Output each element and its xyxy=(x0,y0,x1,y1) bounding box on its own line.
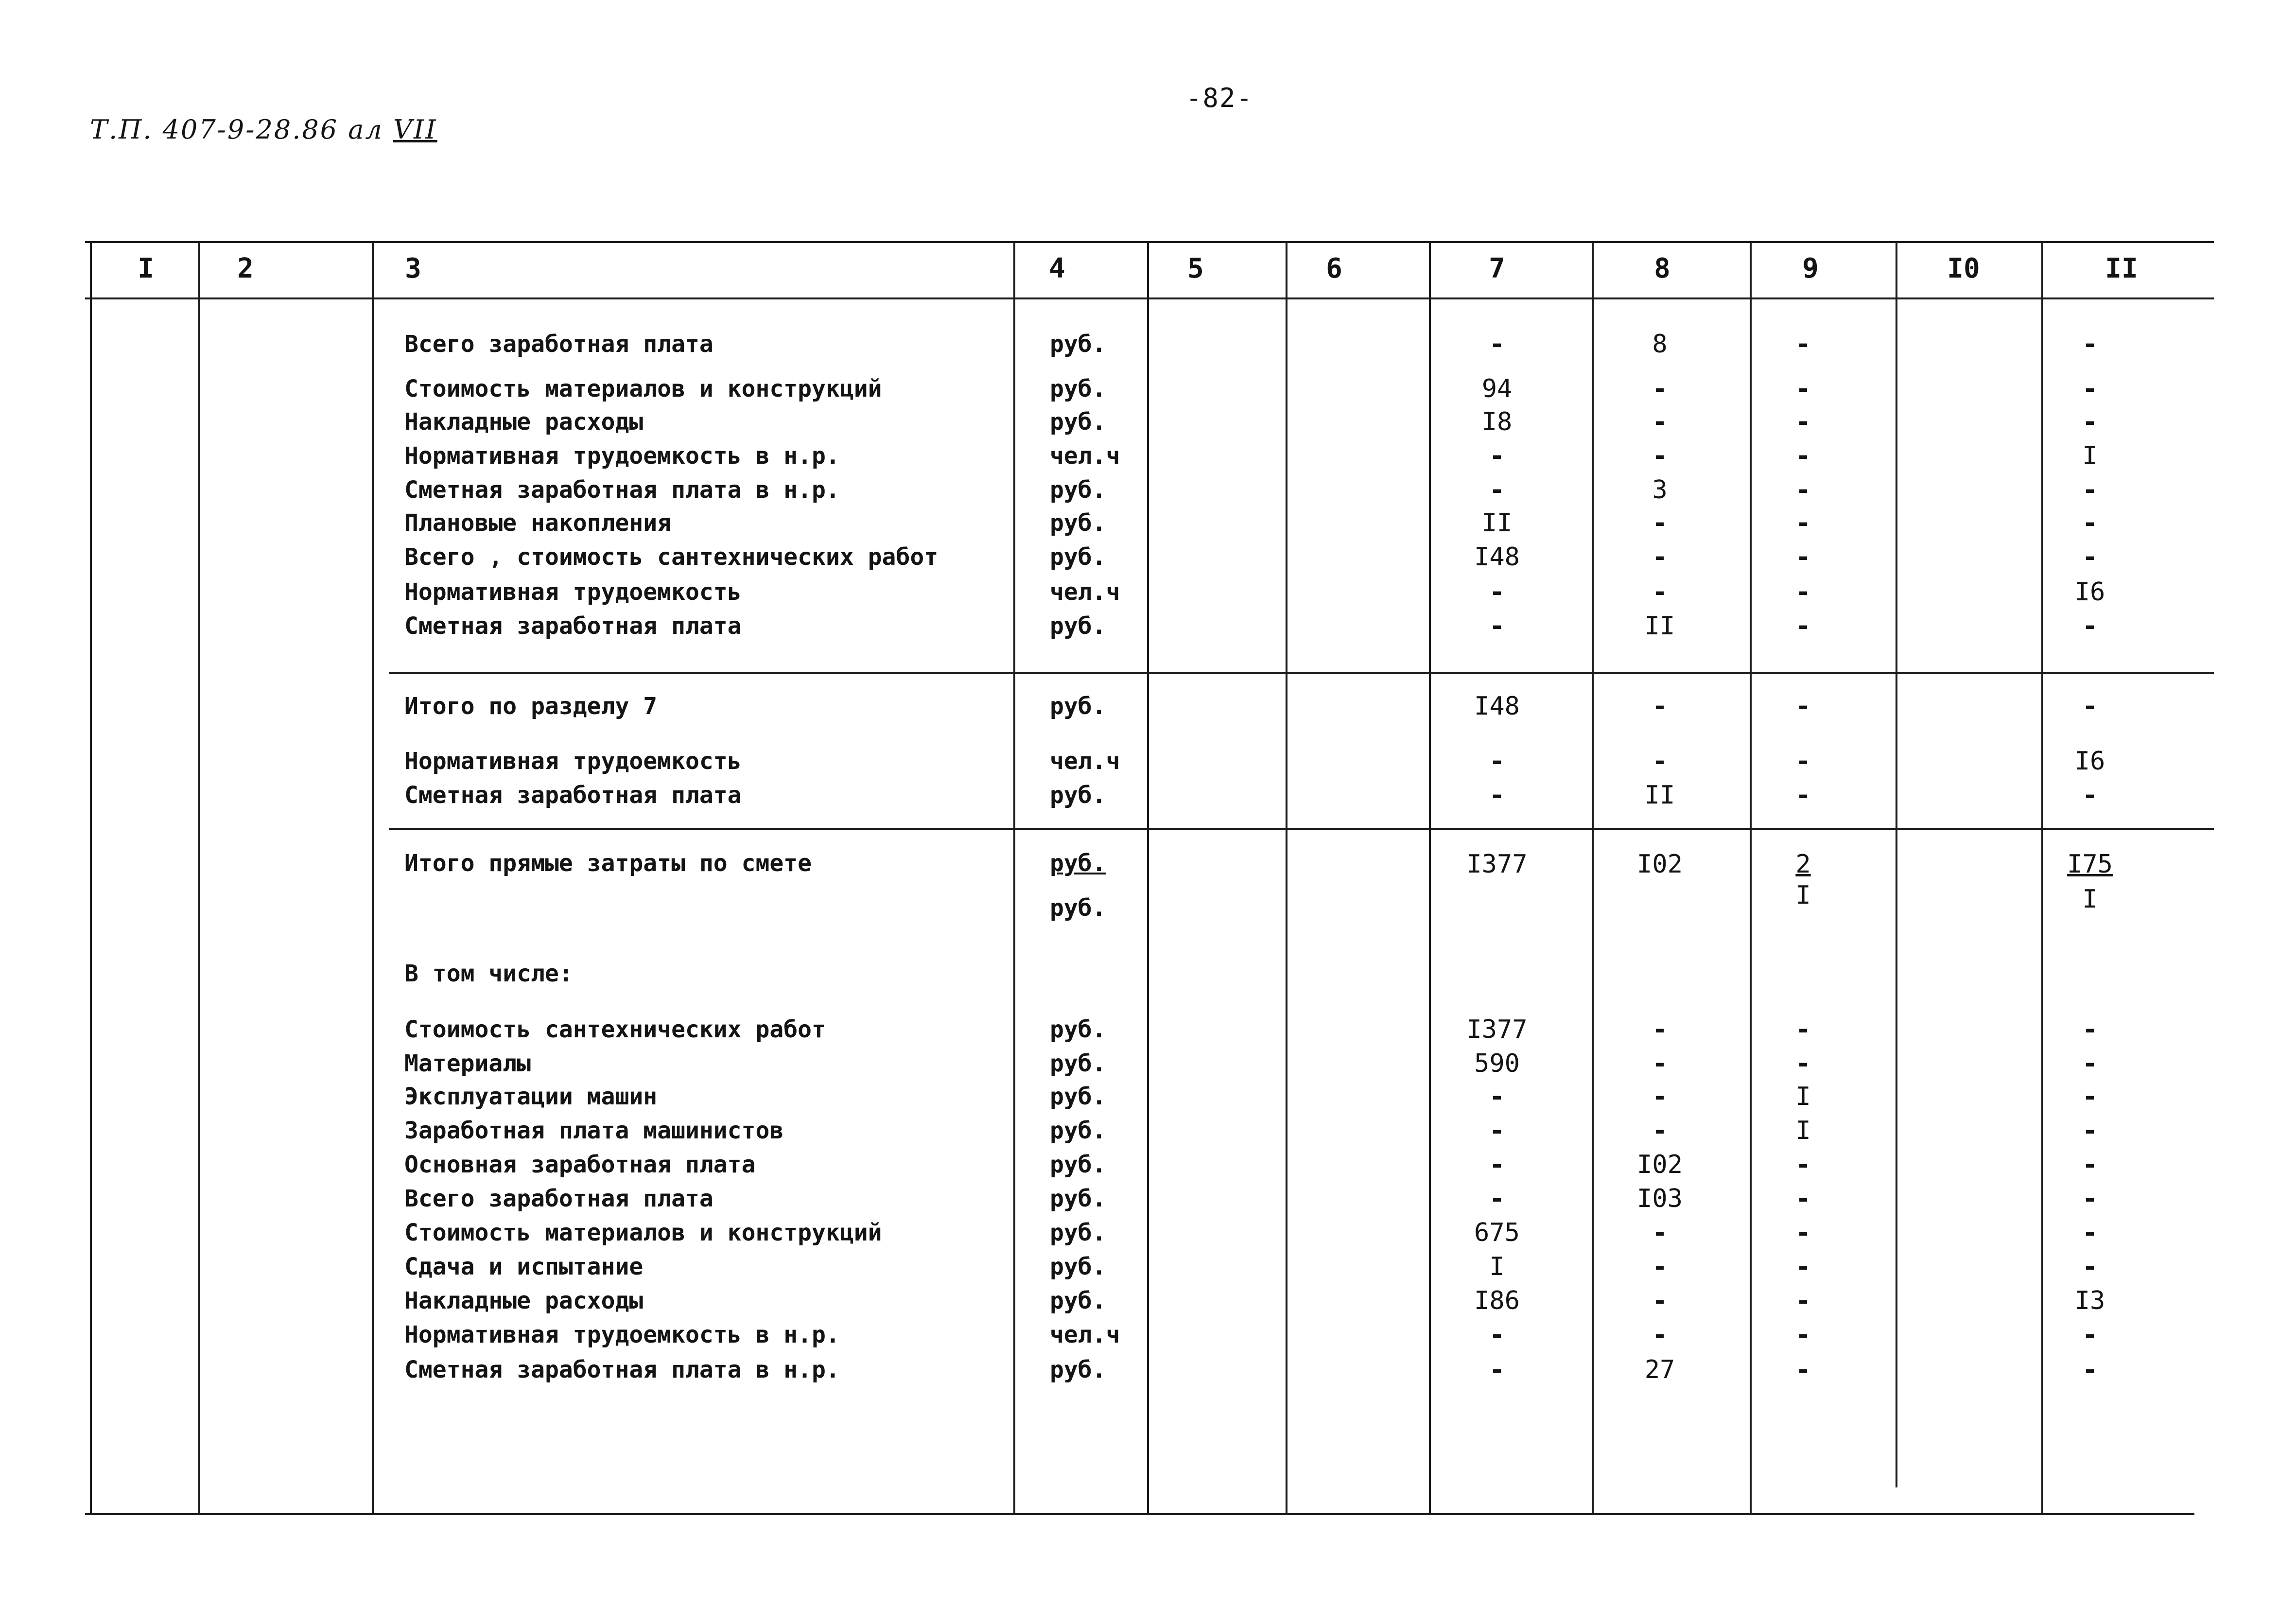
cell-col-9: - xyxy=(1795,407,1811,437)
cell-col-11: I xyxy=(2082,441,2098,471)
row-label: Нормативная трудоемкость в н.р. xyxy=(404,442,840,470)
document-code-suffix: VII xyxy=(393,114,437,145)
column-header: 8 xyxy=(1654,253,1670,284)
cell-col-9: - xyxy=(1795,781,1811,810)
cell-col-11: - xyxy=(2082,508,2098,538)
cell-col-9: I xyxy=(1795,881,1811,910)
cell-col-9: - xyxy=(1795,1184,1811,1213)
row-label: Нормативная трудоемкость в н.р. xyxy=(404,1321,840,1348)
cell-col-7: - xyxy=(1489,1082,1505,1111)
column-header: 6 xyxy=(1326,253,1342,284)
cell-col-11: - xyxy=(2082,1116,2098,1145)
cell-col-7: II xyxy=(1481,508,1513,538)
cell-col-7: I377 xyxy=(1466,850,1528,879)
cell-col-11: - xyxy=(2082,781,2098,810)
table-top-rule xyxy=(85,241,2214,243)
row-unit: руб. xyxy=(1050,375,1106,402)
cell-col-11: - xyxy=(2082,692,2098,721)
cell-col-8: I03 xyxy=(1637,1184,1683,1213)
cell-col-11: - xyxy=(2082,374,2098,403)
col-border-6-7 xyxy=(1429,243,1431,1514)
cell-col-7: - xyxy=(1489,612,1505,641)
column-header: I xyxy=(138,253,154,284)
col-border-2-3 xyxy=(372,243,374,1514)
row-unit: руб. xyxy=(1050,1050,1106,1077)
cell-col-8: - xyxy=(1652,577,1668,607)
document-code xyxy=(90,114,437,145)
cell-col-9: I xyxy=(1795,1116,1811,1145)
cell-col-8: - xyxy=(1652,1015,1668,1044)
row-unit: руб. xyxy=(1050,1219,1106,1246)
row-unit: руб. xyxy=(1050,1016,1106,1043)
cell-col-11: I75 xyxy=(2067,850,2113,879)
row-unit: руб. xyxy=(1050,693,1106,720)
col-border-left xyxy=(90,243,92,1514)
cell-col-8: - xyxy=(1652,1286,1668,1315)
cell-col-9: - xyxy=(1795,542,1811,572)
cell-col-8: 8 xyxy=(1652,330,1668,359)
row-unit: руб. xyxy=(1050,1253,1106,1280)
row-label: Всего , стоимость сантехнических работ xyxy=(404,543,939,571)
table-bottom-rule xyxy=(85,1513,2194,1515)
row-unit: руб. xyxy=(1050,782,1106,809)
cell-col-9: - xyxy=(1795,508,1811,538)
row-unit: чел.ч xyxy=(1050,1321,1120,1348)
col-border-5-6 xyxy=(1286,243,1287,1514)
cell-col-8: - xyxy=(1652,542,1668,572)
cell-col-9: - xyxy=(1795,1286,1811,1315)
row-label: Итого прямые затраты по смете xyxy=(404,850,812,877)
cell-col-9: - xyxy=(1795,577,1811,607)
cell-col-8: I02 xyxy=(1637,1150,1683,1179)
cell-col-7: - xyxy=(1489,441,1505,471)
cell-col-8: II xyxy=(1644,612,1675,641)
cell-col-9: - xyxy=(1795,441,1811,471)
row-label: Эксплуатации машин xyxy=(404,1083,658,1110)
row-label: Сметная заработная плата в н.р. xyxy=(404,476,840,504)
row-label: Накладные расходы xyxy=(404,408,644,436)
cell-col-11: - xyxy=(2082,1355,2098,1384)
cell-col-7: - xyxy=(1489,330,1505,359)
row-unit: чел.ч xyxy=(1050,442,1120,470)
cell-col-8: - xyxy=(1652,1049,1668,1078)
cell-col-9: I xyxy=(1795,1082,1811,1111)
cell-col-7: - xyxy=(1489,781,1505,810)
row-label: Сдача и испытание xyxy=(404,1253,644,1280)
column-header: 2 xyxy=(237,253,254,284)
cell-col-11: - xyxy=(2082,475,2098,505)
cell-col-7: I48 xyxy=(1474,542,1520,572)
cell-col-8: 3 xyxy=(1652,475,1668,505)
row-unit: руб. xyxy=(1050,1356,1106,1383)
row-unit: руб. xyxy=(1050,612,1106,640)
row-unit: руб. xyxy=(1050,1117,1106,1144)
cell-col-7: - xyxy=(1489,747,1505,776)
section-a-bottom-rule xyxy=(389,672,2214,674)
col-border-9-10 xyxy=(1896,243,1897,1487)
cell-col-7: - xyxy=(1489,1116,1505,1145)
cell-col-11: - xyxy=(2082,407,2098,437)
cell-col-11: - xyxy=(2082,1320,2098,1349)
cell-col-7: - xyxy=(1489,577,1505,607)
cell-col-11: - xyxy=(2082,1218,2098,1247)
row-label: Стоимость сантехнических работ xyxy=(404,1016,826,1043)
cell-col-7: - xyxy=(1489,1184,1505,1213)
cell-col-11: - xyxy=(2082,1049,2098,1078)
cell-col-11: - xyxy=(2082,612,2098,641)
row-label: Стоимость материалов и конструкций xyxy=(404,375,882,402)
col-border-8-9 xyxy=(1750,243,1752,1514)
cell-col-9: - xyxy=(1795,1355,1811,1384)
cell-col-9: - xyxy=(1795,1015,1811,1044)
page-number: -82- xyxy=(1186,83,1253,113)
cell-col-11: - xyxy=(2082,1252,2098,1281)
document-code-prefix: Т.П. 407-9-28.86 ал xyxy=(90,114,394,145)
row-label: Заработная плата машинистов xyxy=(404,1117,784,1144)
col-border-1-2 xyxy=(198,243,200,1514)
cell-col-8: - xyxy=(1652,407,1668,437)
cell-col-8: 27 xyxy=(1644,1355,1675,1384)
row-unit: руб. xyxy=(1050,509,1106,537)
column-header: II xyxy=(2105,253,2138,284)
cell-col-11: - xyxy=(2082,1150,2098,1179)
row-label: Стоимость материалов и конструкций xyxy=(404,1219,882,1246)
row-unit: руб. xyxy=(1050,1185,1106,1212)
cell-col-7: - xyxy=(1489,1320,1505,1349)
row-unit: руб. xyxy=(1050,1151,1106,1178)
cell-col-7: I48 xyxy=(1474,692,1520,721)
row-unit: руб. xyxy=(1050,850,1106,877)
cell-col-7: 94 xyxy=(1481,374,1513,403)
cell-col-11: - xyxy=(2082,330,2098,359)
cell-col-9: - xyxy=(1795,1049,1811,1078)
section-b-bottom-rule xyxy=(389,828,2214,830)
cell-col-9: - xyxy=(1795,747,1811,776)
cell-col-8: - xyxy=(1652,1082,1668,1111)
cell-col-8: - xyxy=(1652,1218,1668,1247)
cell-col-11: - xyxy=(2082,1015,2098,1044)
column-header: 3 xyxy=(405,253,421,284)
column-header: 4 xyxy=(1049,253,1065,284)
cell-col-8: - xyxy=(1652,1252,1668,1281)
row-unit: руб. xyxy=(1050,476,1106,504)
row-label: Сметная заработная плата xyxy=(404,612,742,640)
row-unit: руб. xyxy=(1050,1083,1106,1110)
row-label: Нормативная трудоемкость xyxy=(404,748,742,775)
cell-col-9: - xyxy=(1795,475,1811,505)
cell-col-7: I8 xyxy=(1481,407,1513,437)
cell-col-9: - xyxy=(1795,330,1811,359)
row-label: Материалы xyxy=(404,1050,531,1077)
cell-col-9: - xyxy=(1795,1150,1811,1179)
cell-col-8: - xyxy=(1652,1320,1668,1349)
column-header: 9 xyxy=(1802,253,1819,284)
cell-col-7: - xyxy=(1489,1150,1505,1179)
cell-col-11: - xyxy=(2082,1082,2098,1111)
row-label: Всего заработная плата xyxy=(404,1185,713,1212)
cell-col-11: I3 xyxy=(2074,1286,2105,1315)
cell-col-7: - xyxy=(1489,1355,1505,1384)
row-label: Основная заработная плата xyxy=(404,1151,756,1178)
cell-col-11: - xyxy=(2082,542,2098,572)
cell-col-9: 2 xyxy=(1795,850,1811,879)
cell-col-9: - xyxy=(1795,692,1811,721)
row-unit: руб. xyxy=(1050,543,1106,571)
row-label: Нормативная трудоемкость xyxy=(404,578,742,606)
row-label: Плановые накопления xyxy=(404,509,672,537)
row-unit: руб. xyxy=(1050,1287,1106,1314)
row-label: Накладные расходы xyxy=(404,1287,644,1314)
row-label: Всего заработная плата xyxy=(404,331,713,358)
row-unit: руб. xyxy=(1050,408,1106,436)
cell-col-9: - xyxy=(1795,1320,1811,1349)
row-unit: руб. xyxy=(1050,894,1106,922)
row-label: Сметная заработная плата в н.р. xyxy=(404,1356,840,1383)
cell-col-8: - xyxy=(1652,441,1668,471)
cell-col-7: I377 xyxy=(1466,1015,1528,1044)
cell-col-8: II xyxy=(1644,781,1675,810)
cell-col-7: I86 xyxy=(1474,1286,1520,1315)
cell-col-11: I6 xyxy=(2074,747,2105,776)
column-header: 7 xyxy=(1489,253,1505,284)
header-bottom-rule xyxy=(85,297,2214,299)
subheading: В том числе: xyxy=(404,960,573,987)
cell-col-9: - xyxy=(1795,612,1811,641)
cell-col-11: - xyxy=(2082,1184,2098,1213)
cell-col-8: - xyxy=(1652,374,1668,403)
column-header: I0 xyxy=(1947,253,1980,284)
cell-col-7: 675 xyxy=(1474,1218,1520,1247)
cell-col-8: I02 xyxy=(1637,850,1683,879)
cell-col-7: 590 xyxy=(1474,1049,1520,1078)
cell-col-9: - xyxy=(1795,374,1811,403)
row-label: Итого по разделу 7 xyxy=(404,693,658,720)
cell-col-9: - xyxy=(1795,1218,1811,1247)
cell-col-9: - xyxy=(1795,1252,1811,1281)
cell-col-8: - xyxy=(1652,747,1668,776)
cell-col-7: - xyxy=(1489,475,1505,505)
cell-col-8: - xyxy=(1652,508,1668,538)
row-unit: руб. xyxy=(1050,331,1106,358)
cell-col-11: I6 xyxy=(2074,577,2105,607)
cell-col-7: I xyxy=(1489,1252,1505,1281)
col-border-7-8 xyxy=(1592,243,1594,1514)
column-header: 5 xyxy=(1187,253,1204,284)
cell-col-8: - xyxy=(1652,692,1668,721)
cell-col-11: I xyxy=(2082,885,2098,914)
cell-col-8: - xyxy=(1652,1116,1668,1145)
col-border-3-4 xyxy=(1013,243,1015,1514)
row-unit: чел.ч xyxy=(1050,748,1120,775)
row-unit: чел.ч xyxy=(1050,578,1120,606)
col-border-4-5 xyxy=(1147,243,1149,1514)
row-label: Сметная заработная плата xyxy=(404,782,742,809)
